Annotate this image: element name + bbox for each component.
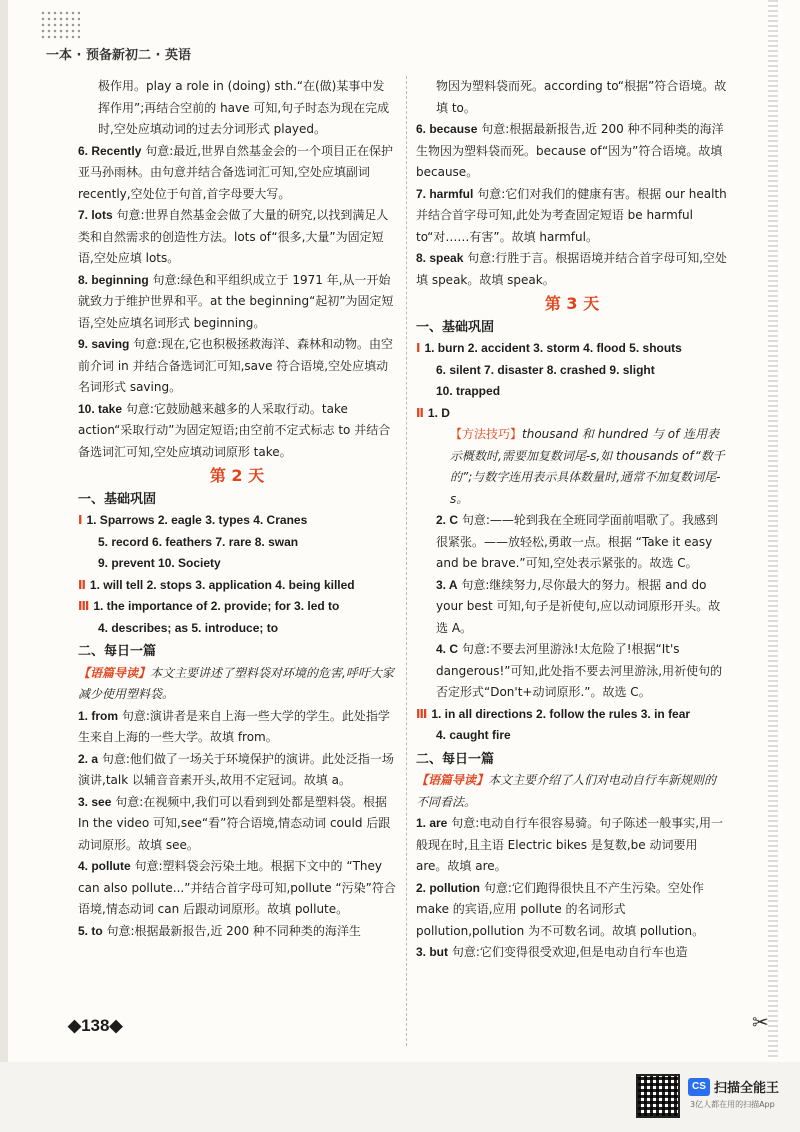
answer-item [416, 942, 728, 964]
answer-explanation: 句意:它们跑得很快且不产生污染。空处作 make 的宾语,应用 pollute 的名词形式 pollution,pollution 为不可数名词。故填 pollution。 [416, 880, 705, 938]
answer-explanation: 句意:塑料袋会污染土地。根据下文中的 “They can also pollute...”并结合首字母可知,pollute “污染”符合语境,情态动词 can 后跟动词原形。故填 pollute。 [78, 859, 396, 916]
answer-key: 7. harmful [416, 186, 474, 201]
answer-item [78, 141, 396, 206]
scissors-icon: ✂ [752, 1010, 769, 1034]
brand-badge: CS [688, 1078, 710, 1096]
answer-list: 1. burn 2. accident 3. storm 4. flood 5. shouts [424, 341, 682, 355]
brand-tagline: 3亿人都在用的扫描App [690, 1100, 775, 1109]
guide-text: 本文主要介绍了人们对电动自行车新规则的不同看法。 [416, 773, 717, 809]
scanner-footer [0, 1062, 800, 1132]
answer-item [78, 706, 396, 749]
answer-explanation: 句意:世界自然基金会做了大量的研究,以找到满足人类和自然需求的创造性方法。lots of“很多,大量”为固定短语,空处应填 lots。 [78, 208, 389, 265]
answer-item [416, 813, 728, 878]
answer-explanation: 句意:它们变得很受欢迎,但是电动自行车也造 [451, 945, 688, 959]
answer-key: 3. A [436, 577, 458, 592]
decorative-dots [40, 10, 80, 40]
answer-list: 5. record 6. feathers 7. rare 8. swan [98, 534, 299, 549]
answer-key: 8. speak [416, 251, 464, 265]
passage-guide [78, 663, 396, 706]
tip-label: 【方法技巧】 [450, 427, 523, 441]
section-heading: 二、每日一篇 [416, 751, 495, 767]
tip-text: thousand 和 hundred 与 of 连用表示概数时,需要加复数词尾-s,如 thousands of“数千的”;与数字连用表示具体数量时,通常不加复数词尾-s。 [450, 427, 725, 506]
section-heading: 一、基础巩固 [78, 491, 157, 507]
roman-numeral: Ⅱ [416, 405, 424, 420]
answer-explanation: 句意:绿色和平组织成立于 1971 年,从一开始就致力于维护世界和平。at the beginning“起初”为固定短语,空处应填名词形式 beginning。 [78, 272, 394, 330]
answer-list: 10. trapped [436, 384, 501, 398]
answer-key: 6. because [416, 122, 478, 136]
answer-explanation: 句意:他们做了一场关于环境保护的演讲。此处泛指一场演讲,talk 以辅音音素开头,故用不定冠词。故填 a。 [78, 751, 394, 787]
answer-list: 6. silent 7. disaster 8. crashed 9. slight [436, 362, 655, 377]
answer-list: 1. the importance of 2. provide; for 3. led to [93, 599, 340, 613]
answer-key: 2. a [78, 751, 99, 766]
roman-numeral: Ⅲ [416, 706, 428, 721]
continued-text: 物因为塑料袋而死。according to“根据”符合语境。故填 to。 [436, 79, 727, 115]
answer-item [78, 749, 396, 792]
answer-item [416, 510, 728, 575]
answer-list: 4. caught fire [436, 728, 511, 742]
qr-code-icon [636, 1074, 680, 1118]
answer-key: 8. beginning [78, 272, 149, 287]
answer-item [78, 205, 396, 270]
answer-item [416, 878, 728, 943]
day-heading: 第 3 天 [544, 294, 600, 313]
page-number-value: 138 [81, 1016, 110, 1035]
answer-explanation: 句意:现在,它也积极拯救海洋、森林和动物。由空前介词 in 并结合备选词汇可知,save 符合语境,空处应填动名词形式 saving。 [78, 337, 394, 394]
answer-explanation: 句意:在视频中,我们可以看到到处都是塑料袋。根据 In the video 可知,see“看”符合语境,情态动词 could 后跟动词原形。故填 see。 [78, 794, 391, 852]
answer-group [416, 338, 728, 360]
right-margin-strip [768, 0, 778, 1060]
answer-explanation: 句意:最近,世界自然基金会的一个项目正在保护亚马孙雨林。由句意并结合备选词汇可知,空处应填副词 recently,空处位于句首,首字母要大写。 [78, 143, 394, 201]
answer-group [416, 403, 728, 425]
continued-text: 极作用。play a role in (doing) sth.“在(做)某事中发挥作用”;再结合空前的 have 可知,句子时态为现在完成时,空处应填动词的过去分词形式 played。 [98, 79, 390, 136]
answer-list: 4. describes; as 5. introduce; to [98, 620, 279, 635]
answer-key: 9. saving [78, 337, 130, 351]
answer-key: 10. take [78, 401, 123, 416]
answer-group [416, 704, 728, 726]
answer-key: 5. to [78, 923, 103, 938]
answer-list: 1. Sparrows 2. eagle 3. types 4. Cranes [86, 513, 308, 527]
answer-group [78, 510, 396, 532]
answer-list: 1. D [427, 405, 450, 420]
answer-explanation: 句意:根据最新报告,近 200 种不同种类的海洋生物因为塑料袋而死。because of“因为”符合语境。故填 because。 [416, 122, 724, 179]
roman-numeral: Ⅰ [78, 513, 83, 527]
section-heading: 二、每日一篇 [78, 644, 157, 659]
answer-explanation: 句意:它鼓励越来越多的人采取行动。take action“采取行动”为固定短语;由空前不定式标志 to 并结合备选词汇可知,空处应填动词原形 take。 [78, 401, 391, 459]
answer-item [78, 921, 396, 943]
answer-key: 1. are [416, 816, 448, 830]
day-heading: 第 2 天 [209, 466, 265, 485]
answer-item [78, 270, 396, 335]
answer-key: 3. see [78, 794, 112, 809]
column-divider [406, 76, 408, 1046]
answer-item [416, 248, 728, 291]
page-number: ◆138◆ [68, 1016, 123, 1035]
brand-name: 扫描全能王 [714, 1081, 780, 1096]
answer-key: 4. C [436, 642, 459, 656]
answer-key: 2. C [436, 513, 459, 527]
answer-item [78, 856, 396, 921]
answer-key: 3. but [416, 945, 448, 959]
answer-explanation: 句意:——轮到我在全班同学面前唱歌了。我感到很紧张。——放轻松,勇敢一点。根据 “Take it easy and be brave.”可知,空处表示紧张的。故选 C。 [436, 513, 718, 570]
guide-text: 本文主要讲述了塑料袋对环境的危害,呼吁大家减少使用塑料袋。 [78, 665, 394, 701]
method-tip [416, 424, 728, 510]
guide-label: 【语篇导读】 [78, 665, 151, 680]
answer-key: 2. pollution [416, 880, 480, 895]
answer-key: 6. Recently [78, 143, 142, 158]
running-header: 一本 · 预备新初二 · 英语 [46, 48, 191, 63]
answer-explanation: 句意:根据最新报告,近 200 种不同种类的海洋生 [106, 923, 361, 938]
section-heading: 一、基础巩固 [416, 319, 495, 335]
answer-item [416, 575, 728, 640]
answer-item [78, 399, 396, 464]
answer-explanation: 句意:行胜于言。根据语境并结合首字母可知,空处填 speak。故填 speak。 [416, 251, 728, 287]
answer-explanation: 句意:演讲者是来自上海一些大学的学生。此处指学生来自上海的一些大学。故填 from。 [78, 708, 390, 744]
answer-list: 9. prevent 10. Society [98, 556, 221, 570]
answer-item [416, 639, 728, 704]
passage-guide [416, 770, 728, 813]
answer-key: 7. lots [78, 208, 113, 222]
answer-group [78, 575, 396, 597]
answer-item [78, 792, 396, 857]
answer-key: 4. pollute [78, 859, 131, 873]
answer-item [416, 184, 728, 249]
roman-numeral: Ⅲ [78, 599, 90, 613]
page-edge [0, 0, 8, 1132]
answer-explanation: 句意:电动自行车很容易骑。句子陈述一般事实,用一般现在时,且主语 Electric bikes 是复数,be 动词要用 are。故填 are。 [416, 816, 724, 873]
answer-list: 1. will tell 2. stops 3. application 4. being killed [89, 577, 355, 592]
answer-explanation: 句意:继续努力,尽你最大的努力。根据 and do your best 可知,句子是祈使句,应以动词原形开头。故选 A。 [436, 577, 721, 635]
roman-numeral: Ⅰ [416, 341, 421, 355]
answer-item [416, 119, 728, 184]
right-column [416, 76, 728, 964]
answer-explanation: 句意:它们对我们的健康有害。根据 our health 并结合首字母可知,此处为考查固定短语 be harmful to“对……有害”。故填 harmful。 [416, 186, 727, 244]
answer-item [78, 334, 396, 399]
guide-label: 【语篇导读】 [416, 773, 489, 787]
left-column [78, 76, 396, 942]
answer-explanation: 句意:不要去河里游泳!太危险了!根据“It's dangerous!”可知,此处指不要去河里游泳,用祈使句的否定形式“Don't+动词原形.”。故选 C。 [436, 642, 723, 699]
answer-list: 1. in all directions 2. follow the rules 3. in fear [431, 706, 691, 721]
roman-numeral: Ⅱ [78, 577, 86, 592]
answer-key: 1. from [78, 708, 119, 723]
answer-group [78, 596, 396, 618]
